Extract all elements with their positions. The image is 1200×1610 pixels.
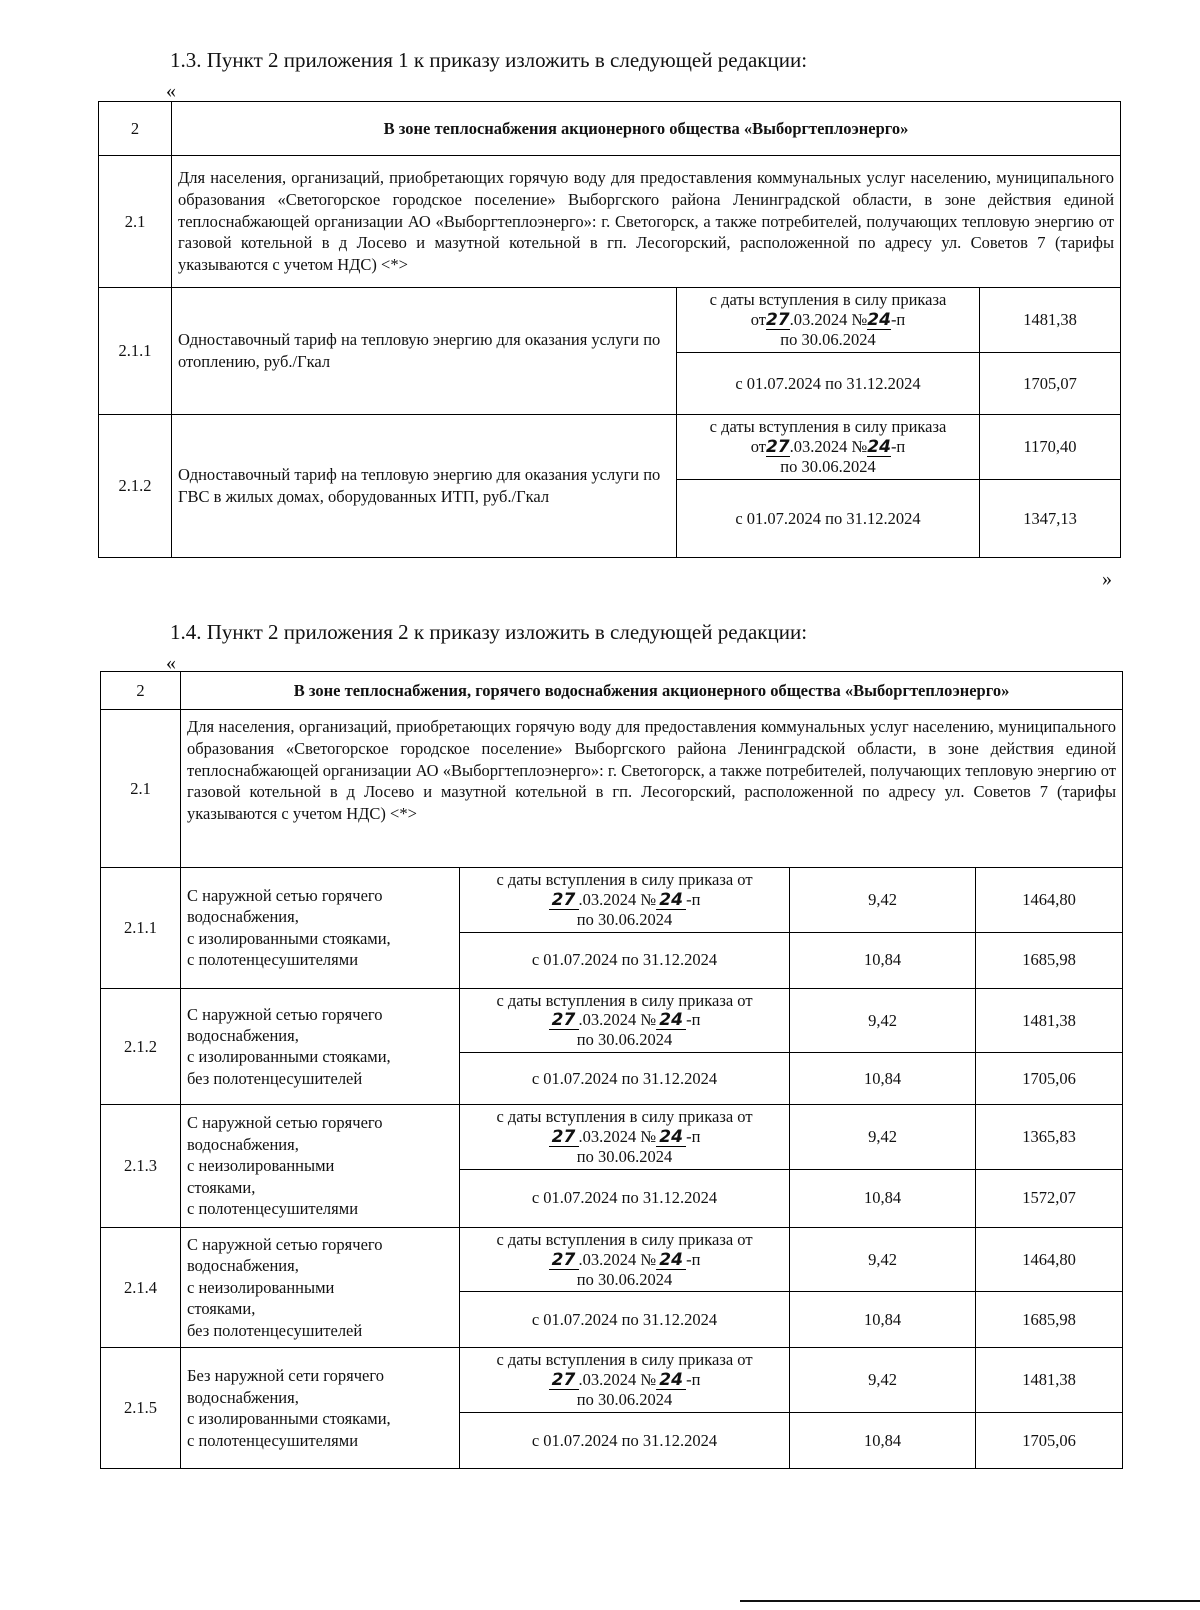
value-1: 1170,40 (980, 415, 1121, 480)
header-title: В зоне теплоснабжения акционерного общества «Выборгтеплоэнерго» (172, 102, 1121, 156)
period-date: .03.2024 № (578, 1249, 657, 1269)
period-1-line1: с даты вступления в силу приказа от (496, 870, 753, 889)
period-date: .03.2024 № (578, 1370, 657, 1390)
norm-value-2: 10,84 (790, 1412, 976, 1468)
row-label-line: водоснабжения, (187, 1387, 299, 1407)
desc-num: 2.1 (99, 156, 172, 288)
tariff-value-1: 1464,80 (976, 1227, 1123, 1292)
period-1-cell (460, 868, 790, 933)
row-num: 2.1.5 (101, 1348, 181, 1469)
row-num: 2.1.4 (101, 1227, 181, 1348)
row-num: 2.1.3 (101, 1105, 181, 1228)
handwritten-order-no: 24 (656, 1372, 686, 1390)
tariff-value-1: 1481,38 (976, 1348, 1123, 1413)
handwritten-day: 27 (765, 437, 790, 457)
tariff-value-2: 1685,98 (976, 1292, 1123, 1348)
period-suffix: -п (686, 1126, 701, 1146)
row-label (181, 1227, 460, 1348)
period-date: .03.2024 № (789, 310, 868, 329)
header-title: В зоне теплоснабжения, горячего водоснабжения акционерного общества «Выборгтеплоэнерго» (181, 672, 1123, 710)
period-suffix: -п (686, 1249, 701, 1269)
row-num: 2.1.1 (99, 288, 172, 415)
row-label (181, 868, 460, 989)
period-date: .03.2024 № (578, 1010, 657, 1030)
row-label (181, 1105, 460, 1228)
period-2: с 01.07.2024 по 31.12.2024 (460, 1292, 790, 1348)
row-num: 2.1.1 (101, 868, 181, 989)
norm-value-1: 9,42 (790, 1348, 976, 1413)
period-suffix: -п (686, 1370, 701, 1390)
tariff-value-2: 1705,06 (976, 1412, 1123, 1468)
row-label-line: с изолированными стояками, (187, 928, 391, 948)
value-2: 1347,13 (980, 480, 1121, 558)
norm-value-1: 9,42 (790, 868, 976, 933)
row-label-line: стояками, (187, 1299, 256, 1319)
period-2: с 01.07.2024 по 31.12.2024 (460, 1169, 790, 1227)
period-1-cell (460, 1348, 790, 1413)
handwritten-day: 27 (549, 892, 579, 910)
norm-value-1: 9,42 (790, 1105, 976, 1170)
row-label-line: С наружной сетью горячего (187, 1004, 383, 1024)
opening-quote: « (166, 652, 176, 674)
period-1-line1: с даты вступления в силу приказа (709, 290, 947, 310)
opening-quote: « (166, 80, 176, 102)
period-1-line1: с даты вступления в силу приказа от (496, 1107, 753, 1127)
handwritten-day: 27 (549, 1252, 579, 1270)
section-13-heading: 1.3. Пункт 2 приложения 1 к приказу изложить в следующей редакции: (170, 48, 808, 72)
period-from: от (750, 437, 766, 456)
period-suffix: -п (686, 889, 701, 909)
period-1-line3: по 30.06.2024 (780, 457, 876, 476)
row-label-line: с изолированными стояками, (187, 1047, 391, 1067)
norm-value-1: 9,42 (790, 988, 976, 1053)
row-label-line: с полотенцесушителями (187, 1199, 359, 1219)
period-1-line1: с даты вступления в силу приказа от (496, 990, 753, 1010)
period-1-line1: с даты вступления в силу приказа от (496, 1229, 753, 1249)
period-1-line3: по 30.06.2024 (576, 1269, 673, 1289)
value-1: 1481,38 (980, 288, 1121, 353)
norm-value-2: 10,84 (790, 1292, 976, 1348)
period-2: с 01.07.2024 по 31.12.2024 (677, 480, 980, 558)
handwritten-day: 27 (765, 310, 790, 330)
row-label (181, 988, 460, 1105)
row-label-line: без полотенцесушителей (187, 1320, 363, 1340)
tariff-value-2: 1685,98 (976, 932, 1123, 988)
table-row (101, 1348, 1123, 1413)
row-label-line: водоснабжения, (187, 1025, 299, 1045)
row-label-line: с изолированными стояками, (187, 1409, 391, 1429)
handwritten-day: 27 (549, 1012, 579, 1030)
handwritten-order-no: 24 (656, 1252, 686, 1270)
period-1-cell (460, 1227, 790, 1292)
row-label-line: стояками, (187, 1177, 256, 1197)
row-label (181, 1348, 460, 1469)
norm-value-2: 10,84 (790, 932, 976, 988)
period-1-line1: с даты вступления в силу приказа (709, 417, 947, 437)
tariff-value-2: 1572,07 (976, 1169, 1123, 1227)
tariff-value-1: 1481,38 (976, 988, 1123, 1053)
period-2: с 01.07.2024 по 31.12.2024 (677, 353, 980, 415)
period-1-line3: по 30.06.2024 (576, 1030, 673, 1050)
period-suffix: -п (890, 437, 906, 456)
header-num: 2 (101, 672, 181, 710)
handwritten-order-no: 24 (656, 1129, 686, 1147)
norm-value-2: 10,84 (790, 1053, 976, 1105)
period-1-line1: с даты вступления в силу приказа от (496, 1350, 753, 1370)
row-label-line: С наружной сетью горячего (187, 1113, 383, 1133)
handwritten-order-no: 24 (867, 310, 891, 330)
desc-text: Для населения, организаций, приобретающих горячую воду для предоставления коммунальных услуг населению, муниципального образования «Светогорское городское поселение» Выборгского района Ленинградской области, в зоне действия единой теплоснабжающей организации АО «Выборгтеплоэнерго»: г. Светогорск, а также потребителей, получающих тепловую энергию от газовой котельной в д Лосево и мазутной котельной в гп. Лесогорский, расположенной по адресу ул. Советов 7 (тарифы указываются с учетом НДС) <*> (181, 710, 1123, 868)
tariff-value-2: 1705,06 (976, 1053, 1123, 1105)
handwritten-order-no: 24 (656, 892, 686, 910)
row-label-line: С наружной сетью горячего (187, 1234, 383, 1254)
row-num: 2.1.2 (101, 988, 181, 1105)
row-label-line: с неизолированными (187, 1156, 335, 1176)
row-label: Одноставочный тариф на тепловую энергию для оказания услуги по ГВС в жилых домах, оборудованных ИТП, руб./Гкал (172, 415, 677, 558)
period-1-line3: по 30.06.2024 (780, 330, 876, 349)
closing-quote: » (1102, 568, 1112, 590)
value-2: 1705,07 (980, 353, 1121, 415)
period-1-cell (460, 1105, 790, 1170)
row-label-line: с полотенцесушителями (187, 950, 359, 970)
row-label-line: водоснабжения, (187, 1134, 299, 1154)
period-date: .03.2024 № (578, 889, 657, 909)
table-row (101, 1105, 1123, 1170)
table-row (101, 1227, 1123, 1292)
period-1-cell (677, 288, 980, 353)
desc-num: 2.1 (101, 710, 181, 868)
scan-edge-line (740, 1600, 1200, 1602)
tariff-table-heat (98, 101, 1121, 558)
tariff-value-1: 1365,83 (976, 1105, 1123, 1170)
handwritten-day: 27 (549, 1129, 579, 1147)
period-1-line3: по 30.06.2024 (576, 1390, 673, 1410)
period-1-cell (460, 988, 790, 1053)
period-date: .03.2024 № (789, 437, 868, 456)
row-label-line: с неизолированными (187, 1277, 335, 1297)
header-num: 2 (99, 102, 172, 156)
row-label-line: с полотенцесушителями (187, 1430, 359, 1450)
period-2: с 01.07.2024 по 31.12.2024 (460, 1412, 790, 1468)
table-row (101, 868, 1123, 933)
handwritten-day: 27 (549, 1372, 579, 1390)
norm-value-1: 9,42 (790, 1227, 976, 1292)
row-label: Одноставочный тариф на тепловую энергию для оказания услуги по отоплению, руб./Гкал (172, 288, 677, 415)
tariff-table-hot-water (100, 671, 1123, 1469)
row-label-line: без полотенцесушителей (187, 1068, 363, 1088)
period-1-line3: по 30.06.2024 (576, 909, 673, 929)
row-label-line: водоснабжения, (187, 1256, 299, 1276)
tariff-value-1: 1464,80 (976, 868, 1123, 933)
period-2: с 01.07.2024 по 31.12.2024 (460, 932, 790, 988)
section-14-heading: 1.4. Пункт 2 приложения 2 к приказу изложить в следующей редакции: (170, 620, 808, 644)
row-label-line: водоснабжения, (187, 907, 299, 927)
period-from: от (750, 310, 766, 329)
row-label-line: Без наружной сети горячего (187, 1366, 384, 1386)
row-label-line: С наружной сетью горячего (187, 885, 383, 905)
desc-text: Для населения, организаций, приобретающих горячую воду для предоставления коммунальных услуг населению, муниципального образования «Светогорское городское поселение» Выборгского района Ленинградской области, в зоне действия единой теплоснабжающей организации АО «Выборгтеплоэнерго»: г. Светогорск, а также потребителей, получающих тепловую энергию от газовой котельной в д Лосево и мазутной котельной в гп. Лесогорский, расположенной по адресу ул. Советов 7 (тарифы указываются с учетом НДС) <*> (172, 156, 1121, 288)
period-2: с 01.07.2024 по 31.12.2024 (460, 1053, 790, 1105)
period-suffix: -п (890, 310, 906, 329)
period-suffix: -п (686, 1010, 701, 1030)
norm-value-2: 10,84 (790, 1169, 976, 1227)
handwritten-order-no: 24 (867, 437, 891, 457)
table-row (101, 988, 1123, 1053)
handwritten-order-no: 24 (656, 1012, 686, 1030)
row-num: 2.1.2 (99, 415, 172, 558)
period-1-line3: по 30.06.2024 (576, 1146, 673, 1166)
period-1-cell (677, 415, 980, 480)
period-date: .03.2024 № (578, 1126, 657, 1146)
